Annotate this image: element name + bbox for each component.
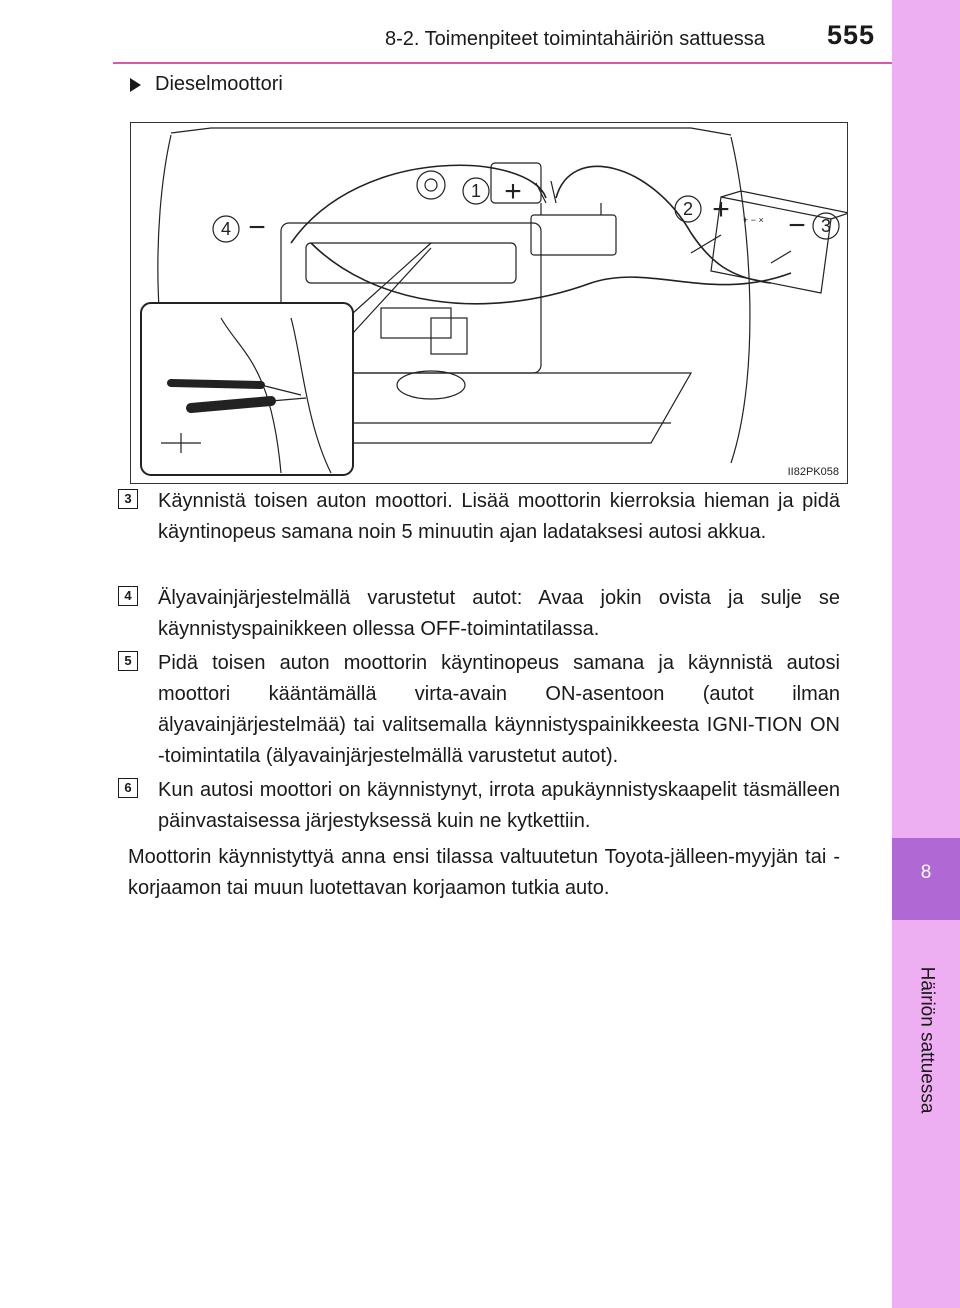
step-number-badge: 4 [118, 586, 138, 606]
jump-start-illustration [130, 122, 848, 484]
chapter-title [892, 935, 960, 1145]
step-6 [118, 775, 840, 837]
callout-1: 1 [470, 181, 482, 201]
section-heading-text: Dieselmoottori [155, 73, 283, 95]
step-number-badge: 3 [118, 489, 138, 509]
header-divider [113, 62, 892, 64]
running-header: 8-2. Toimenpiteet toimintahäiriön sattuessa [385, 28, 765, 50]
engine-bay-drawing [131, 123, 847, 483]
step-text: Käynnistä toisen auton moottori. Lisää moottorin kierroksia hieman ja pidä käyntinopeus samana noin 5 minuutin ajan ladataksesi autosi akkua. [158, 490, 840, 543]
minus-sign-4: − [248, 211, 266, 244]
chapter-title-text: Häiriön sattuessa [916, 966, 938, 1114]
callout-2: 2 [682, 199, 694, 219]
step-4 [118, 583, 840, 645]
plus-sign-2: + [712, 193, 730, 226]
minus-sign-3: − [788, 209, 806, 242]
page-number: 555 [827, 20, 876, 50]
step-3 [118, 486, 840, 548]
figure-code: II82PK058 [787, 466, 839, 478]
callout-3: 3 [820, 216, 832, 236]
step-number-badge: 6 [118, 778, 138, 798]
chapter-number: 8 [920, 862, 932, 883]
step-number-badge: 5 [118, 651, 138, 671]
plus-sign-1: + [504, 175, 522, 208]
step-5 [118, 648, 840, 772]
triangle-bullet-icon [130, 78, 141, 92]
step-text: Pidä toisen auton moottorin käyntinopeus samana ja käynnistä autosi moottori kääntämällä virta-avain ON-asentoon (autot ilman älyavainjärjestelmää) tai valitsemalla käynnistyspainikkeesta IGNI-TION ON -toimintatila (älyavainjärjestelmällä varustetut autot). [158, 652, 840, 767]
step-text: Kun autosi moottori on käynnistynyt, irrota apukäynnistyskaapelit täsmälleen päinvastaisessa järjestyksessä kuin ne kytkettiin. [158, 779, 840, 832]
svg-text:+ − ×: + − × [743, 215, 764, 225]
section-heading [130, 73, 283, 96]
closing-paragraph: Moottorin käynnistyttyä anna ensi tilassa valtuutetun Toyota-jälleen-myyjän tai -korjaamon tai muun luotettavan korjaamon tutkia auto. [128, 846, 840, 899]
step-text: Älyavainjärjestelmällä varustetut autot: Avaa jokin ovista ja sulje se käynnistyspainikkeen ollessa OFF-toimintatilassa. [158, 587, 840, 640]
callout-4: 4 [220, 219, 232, 239]
